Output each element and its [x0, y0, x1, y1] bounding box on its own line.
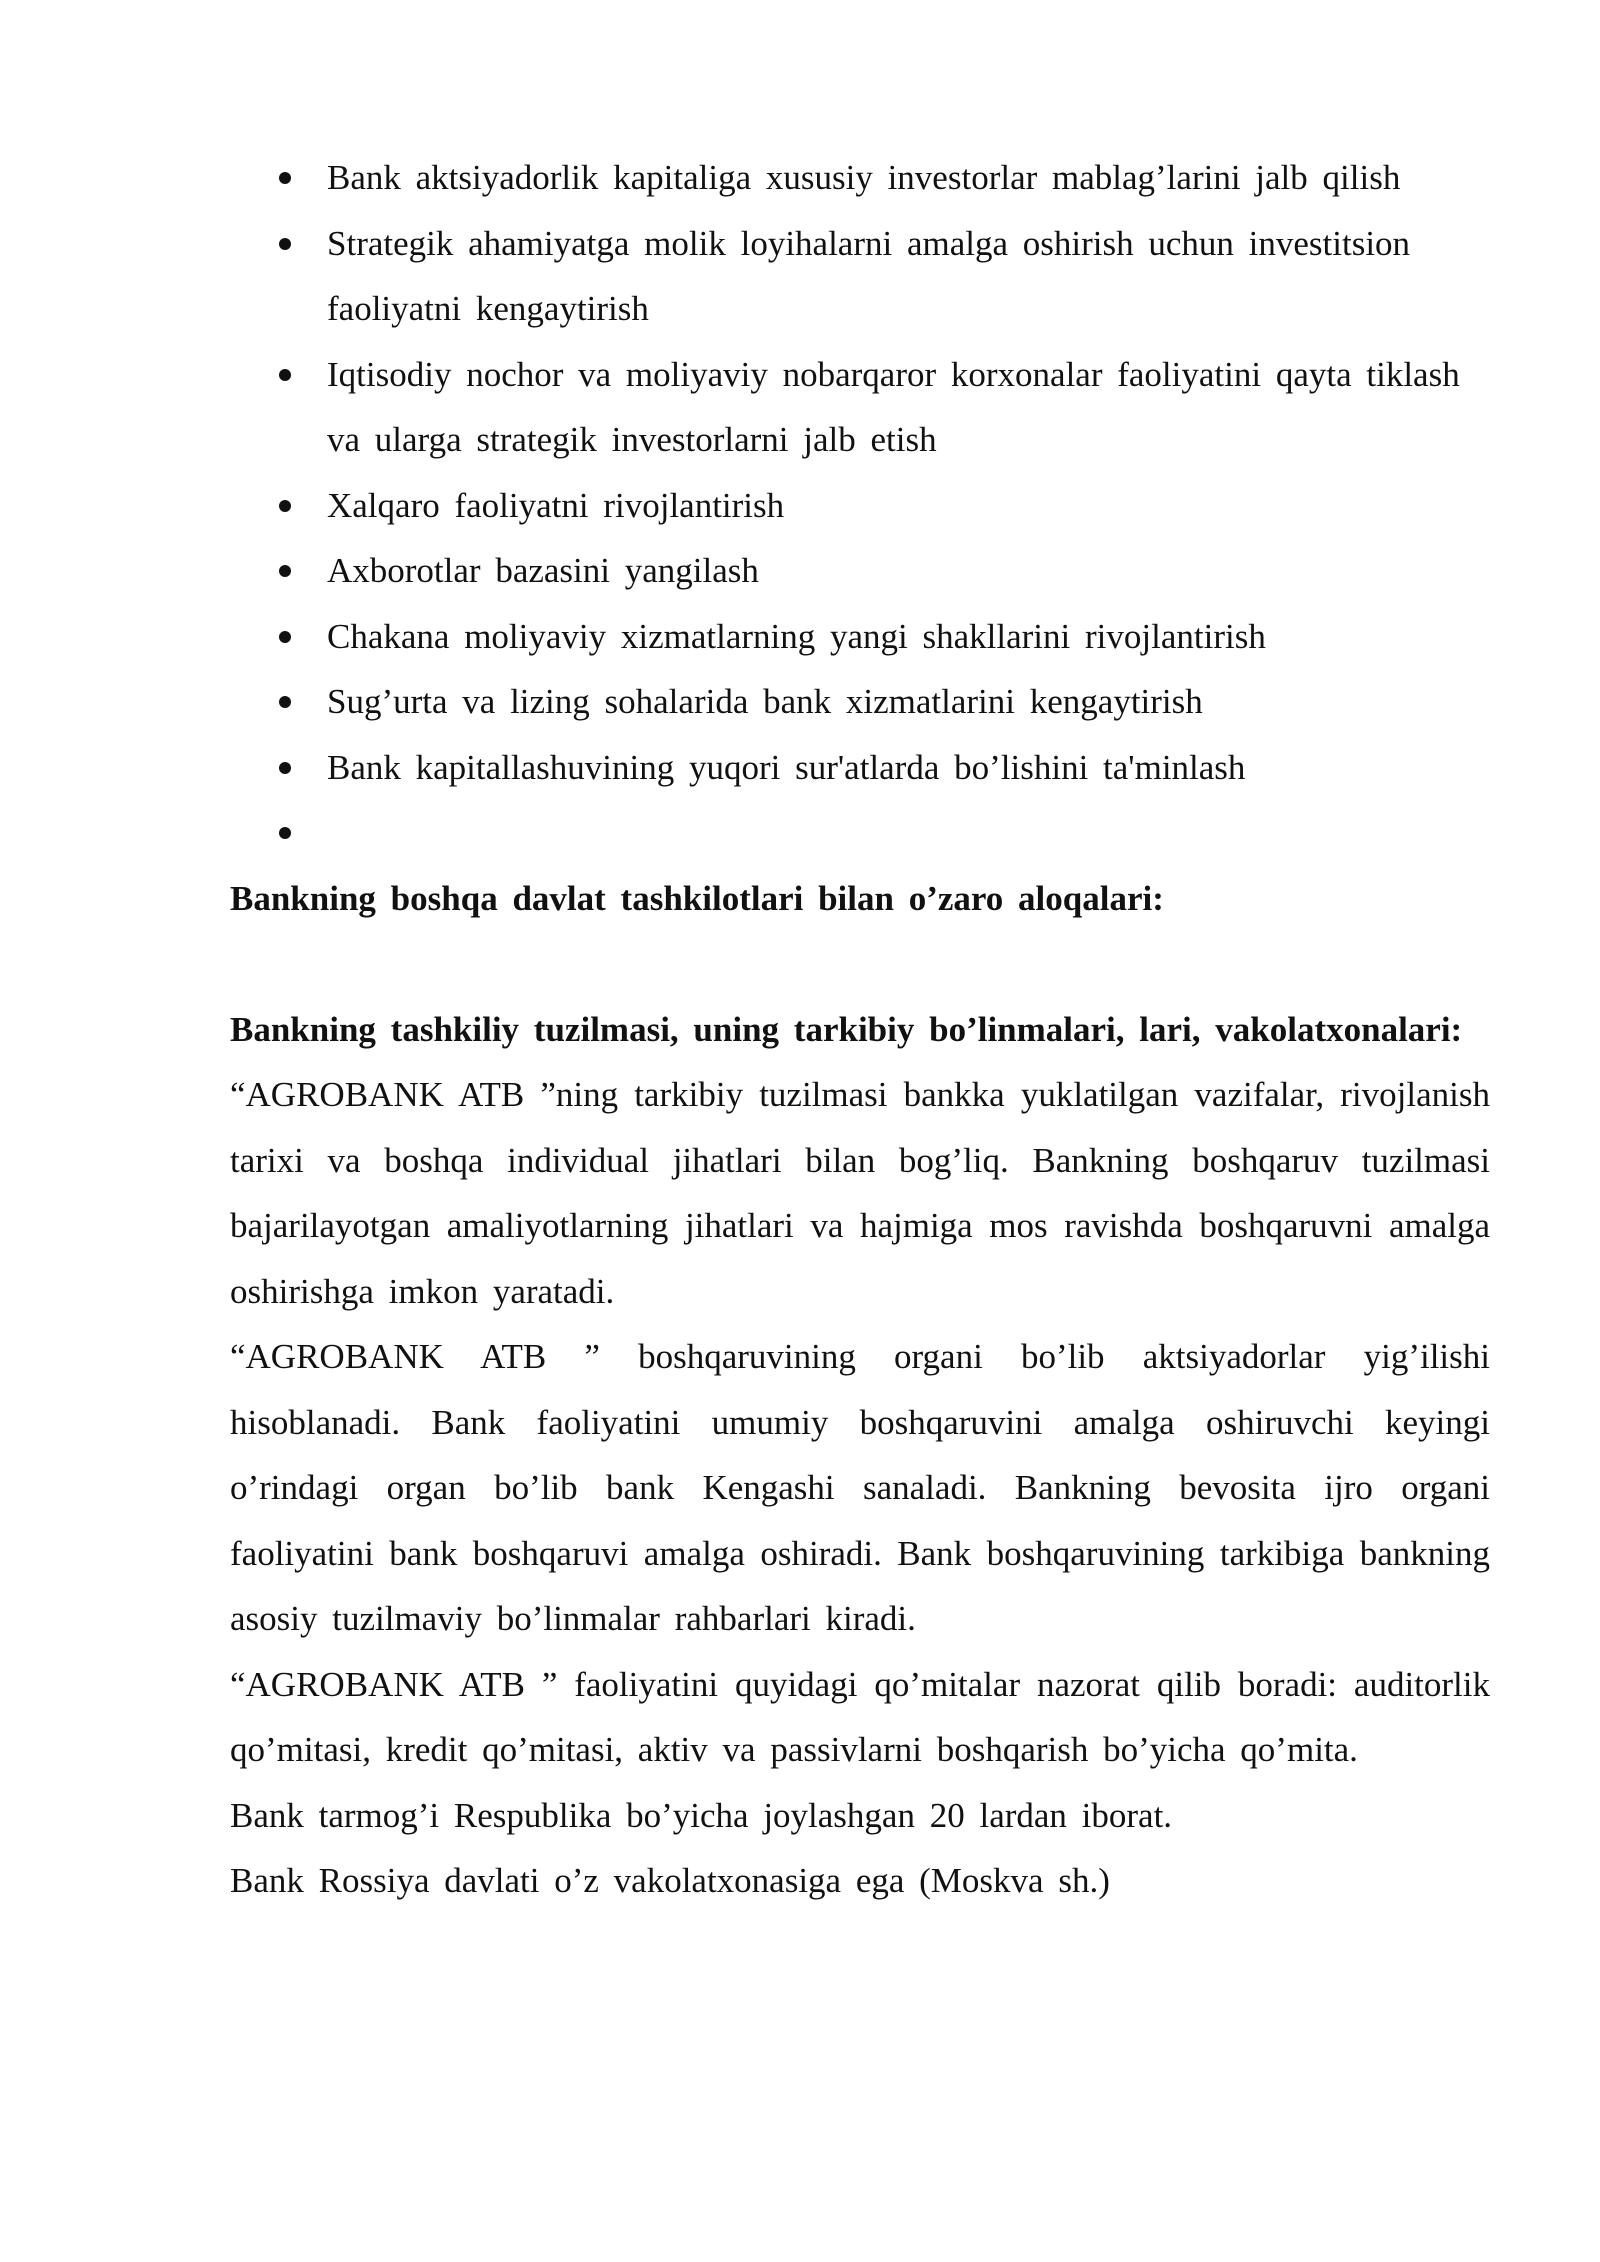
list-item-text: Xalqaro faoliyatni rivojlantirish [327, 485, 785, 525]
bullet-icon [279, 827, 291, 839]
section-heading-structure: Bankning tashkiliy tuzilmasi, uning tarkibiy bo’linmalari, lari, vakolatxonalari: [230, 1009, 1463, 1049]
paragraph-network: Bank tarmog’i Respublika bo’yicha joylashgan 20 lardan iborat. [230, 1795, 1173, 1835]
list-item [230, 604, 1490, 670]
paragraph-structure: “AGROBANK ATB ”ning tarkibiy tuzilmasi bankka yuklatilgan vazifalar, rivojlanish tarixi va boshqa individual jihatlari bilan bog’liq. Bankning boshqaruv tuzilmasi bajarilayotgan amaliyotlarning jihatlari va hajmiga mos ravishda boshqaruvni amalga oshirishga imkon yaratadi. [230, 1075, 1490, 1311]
paragraph-representative-office: Bank Rossiya davlati o’z vakolatxonasiga ega (Moskva sh.) [230, 1861, 1110, 1900]
list-item [230, 211, 1490, 342]
paragraph-committees: “AGROBANK ATB ” faoliyatini quyidagi qo’mitalar nazorat qilib boradi: auditorlik qo’mitasi, kredit qo’mitasi, aktiv va passivlarni boshqarish bo’yicha qo’mita. [230, 1664, 1490, 1769]
list-item-text: Axborotlar bazasini yangilash [327, 551, 759, 590]
list-item-text: Bank aktsiyadorlik kapitaliga xususiy investorlar mablag’larini jalb qilish [327, 158, 1401, 197]
list-item-text: Chakana moliyaviy xizmatlarning yangi shakllarini rivojlantirish [327, 616, 1266, 656]
bullet-icon [279, 369, 291, 381]
paragraph-governance: “AGROBANK ATB ” boshqaruvining organi bo’lib aktsiyadorlar yig’ilishi hisoblanadi. Bank faoliyatini umumiy boshqaruvini amalga oshiruvchi keyingi o’rindagi organ bo’lib bank Kengashi sanaladi. Bankning bevosita ijro organi faoliyatini bank boshqaruvi amalga oshiradi. Bank boshqaruvining tarkibiga bankning asosiy tuzilmaviy bo’linmalar rahbarlari kiradi. [230, 1337, 1490, 1638]
list-item [230, 538, 1490, 604]
list-item-text: Iqtisodiy nochor va moliyaviy nobarqaror korxonalar faoliyatini qayta tiklash va ularga strategik investorlarni jalb etish [327, 354, 1460, 459]
blank-line [230, 931, 1490, 997]
list-item-text: Sug’urta va lizing sohalarida bank xizmatlarini kengaytirish [327, 682, 1203, 721]
list-item-text: Bank kapitallashuvining yuqori sur'atlarda bo’lishini ta'minlash [327, 747, 1246, 787]
bullet-icon [279, 172, 291, 184]
list-item [230, 342, 1490, 473]
list-item [230, 473, 1490, 539]
bullet-icon [279, 762, 291, 774]
bullet-icon [279, 500, 291, 512]
bullet-icon [279, 238, 291, 250]
list-item-text: Strategik ahamiyatga molik loyihalarni amalga oshirish uchun investitsion faoliyatni kengaytirish [327, 223, 1411, 328]
section-heading-relations: Bankning boshqa davlat tashkilotlari bilan o’zaro aloqalari: [230, 878, 1164, 918]
list-item-empty [230, 800, 1490, 866]
bullet-icon [279, 696, 291, 708]
list-item [230, 669, 1490, 735]
list-item [230, 145, 1490, 211]
bullet-icon [279, 565, 291, 577]
bullet-icon [279, 631, 291, 643]
list-item [230, 735, 1490, 801]
document-content [230, 145, 1490, 1914]
bullet-list [230, 145, 1490, 866]
